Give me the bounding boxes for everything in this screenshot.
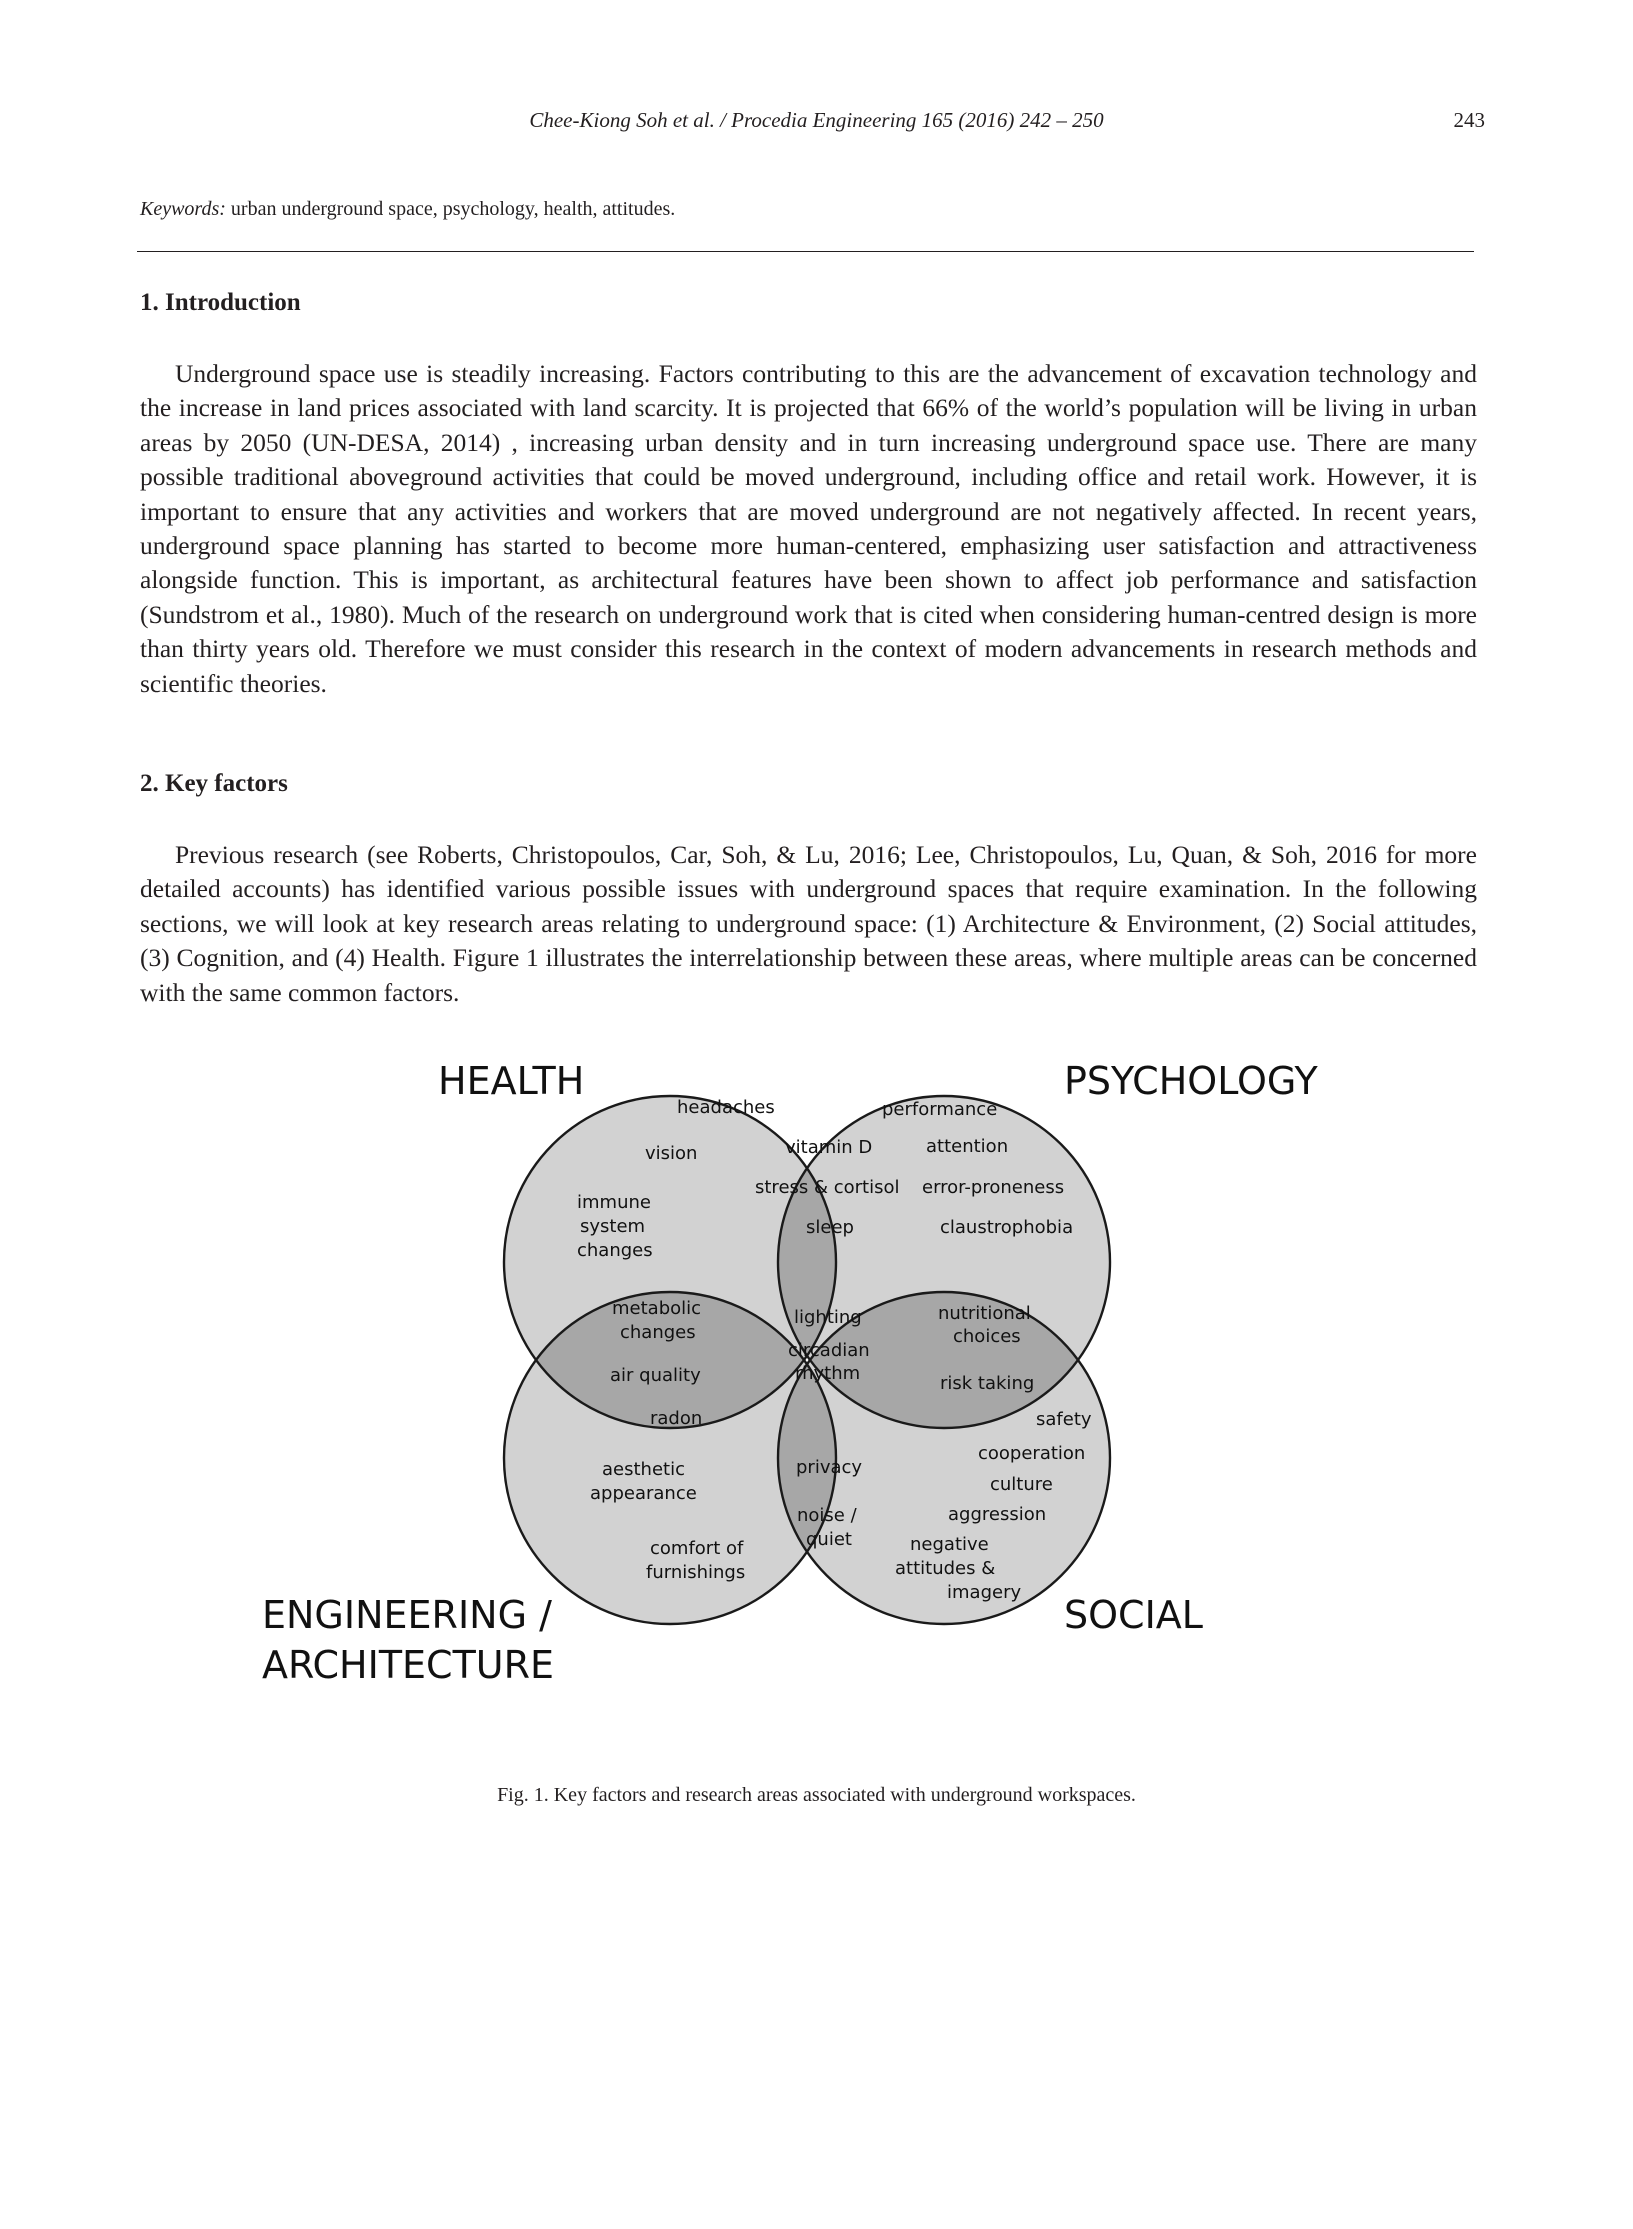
factor-immune-2: system xyxy=(580,1216,646,1237)
factor-negative-2: attitudes & xyxy=(895,1558,996,1579)
factor-nutritional-1: nutritional xyxy=(938,1303,1031,1324)
key-factors-paragraph: Previous research (see Roberts, Christopoulos, Car, Soh, & Lu, 2016; Lee, Christopoulos, Lu, Quan, & Soh, 2016 for more detailed accounts) has identified various possible issues with underground spaces that require examination. In the following sections, we will look at key research areas relating to underground space: (1) Architecture & Environment, (2) Social attitudes, (3) Cognition, and (4) Health. Figure 1 illustrates the interrelationship between these areas, where multiple areas can be concerned with the same common factors. xyxy=(140,840,1477,1007)
factor-attention: attention xyxy=(926,1136,1009,1157)
factor-negative-1: negative xyxy=(910,1534,989,1555)
journal-citation: Chee-Kiong Soh et al. / Procedia Engineering 165 (2016) 242 – 250 xyxy=(529,108,1104,132)
factor-risk-taking: risk taking xyxy=(940,1373,1035,1394)
factor-comfort-2: furnishings xyxy=(646,1562,746,1583)
factor-metabolic-1: metabolic xyxy=(612,1298,702,1319)
factor-noise-1: noise / xyxy=(797,1505,857,1526)
factor-safety: safety xyxy=(1036,1409,1092,1430)
factor-lighting: lighting xyxy=(794,1307,862,1328)
psychology-label: PSYCHOLOGY xyxy=(1064,1059,1318,1103)
factor-nutritional-2: choices xyxy=(953,1326,1021,1347)
factor-metabolic-2: changes xyxy=(620,1322,696,1343)
introduction-paragraph: Underground space use is steadily increasing. Factors contributing to this are the advancement of excavation technology and the increase in land prices associated with land scarcity. It is projected that 66% of the world’s population will be living in urban areas by 2050 (UN-DESA, 2014) , increasing urban density and in turn increasing underground space use. There are many possible traditional aboveground activities that could be moved underground, including office and retail work. However, it is important to ensure that any activities and workers that are moved underground are not negatively affected. In recent years, underground space planning has started to become more human-centered, emphasizing user satisfaction and attractiveness alongside function. This is important, as architectural features have been shown to affect job performance and satisfaction (Sundstrom et al., 1980). Much of the research on underground work that is cited when considering human-centred design is more than thirty years old. Therefore we must consider this research in the context of modern advancements in research methods and scientific theories. xyxy=(140,359,1477,698)
factor-culture: culture xyxy=(990,1474,1053,1495)
factor-stress-cortisol: stress & cortisol xyxy=(755,1177,900,1198)
factor-headaches: headaches xyxy=(677,1097,775,1118)
factor-air-quality: air quality xyxy=(610,1365,701,1386)
figure-caption: Fig. 1. Key factors and research areas associated with underground workspaces. xyxy=(497,1784,1136,1806)
health-label: HEALTH xyxy=(438,1059,585,1103)
factor-aesthetic-2: appearance xyxy=(590,1483,697,1504)
factor-privacy: privacy xyxy=(796,1457,863,1478)
factor-vitamin-d: vitamin D xyxy=(785,1137,873,1158)
factor-noise-2: quiet xyxy=(806,1529,852,1550)
factor-circadian-1: circadian xyxy=(788,1340,870,1361)
factor-aggression: aggression xyxy=(948,1504,1047,1525)
section-heading-introduction: 1. Introduction xyxy=(140,289,301,316)
factor-claustrophobia: claustrophobia xyxy=(940,1217,1074,1238)
factor-negative-3: imagery xyxy=(947,1582,1022,1603)
section-heading-key-factors: 2. Key factors xyxy=(140,770,288,797)
engineering-label-line1: ENGINEERING / xyxy=(262,1593,552,1637)
factor-performance: performance xyxy=(882,1099,998,1120)
factor-comfort-1: comfort of xyxy=(650,1538,744,1559)
factor-circadian-2: rhythm xyxy=(795,1363,861,1384)
factor-vision: vision xyxy=(645,1143,698,1164)
social-label: SOCIAL xyxy=(1064,1593,1203,1637)
factor-error-proneness: error-proneness xyxy=(922,1177,1065,1198)
factor-immune-3: changes xyxy=(577,1240,653,1261)
keywords-text: urban underground space, psychology, health, attitudes. xyxy=(230,198,676,220)
factor-cooperation: cooperation xyxy=(978,1443,1086,1464)
page-number: 243 xyxy=(1453,108,1485,132)
keywords-label: Keywords: xyxy=(140,198,226,220)
factor-radon: radon xyxy=(650,1408,703,1429)
factor-sleep: sleep xyxy=(806,1217,854,1238)
factor-aesthetic-1: aesthetic xyxy=(602,1459,685,1480)
engineering-label-line2: ARCHITECTURE xyxy=(262,1643,555,1687)
factor-immune-1: immune xyxy=(577,1192,651,1213)
